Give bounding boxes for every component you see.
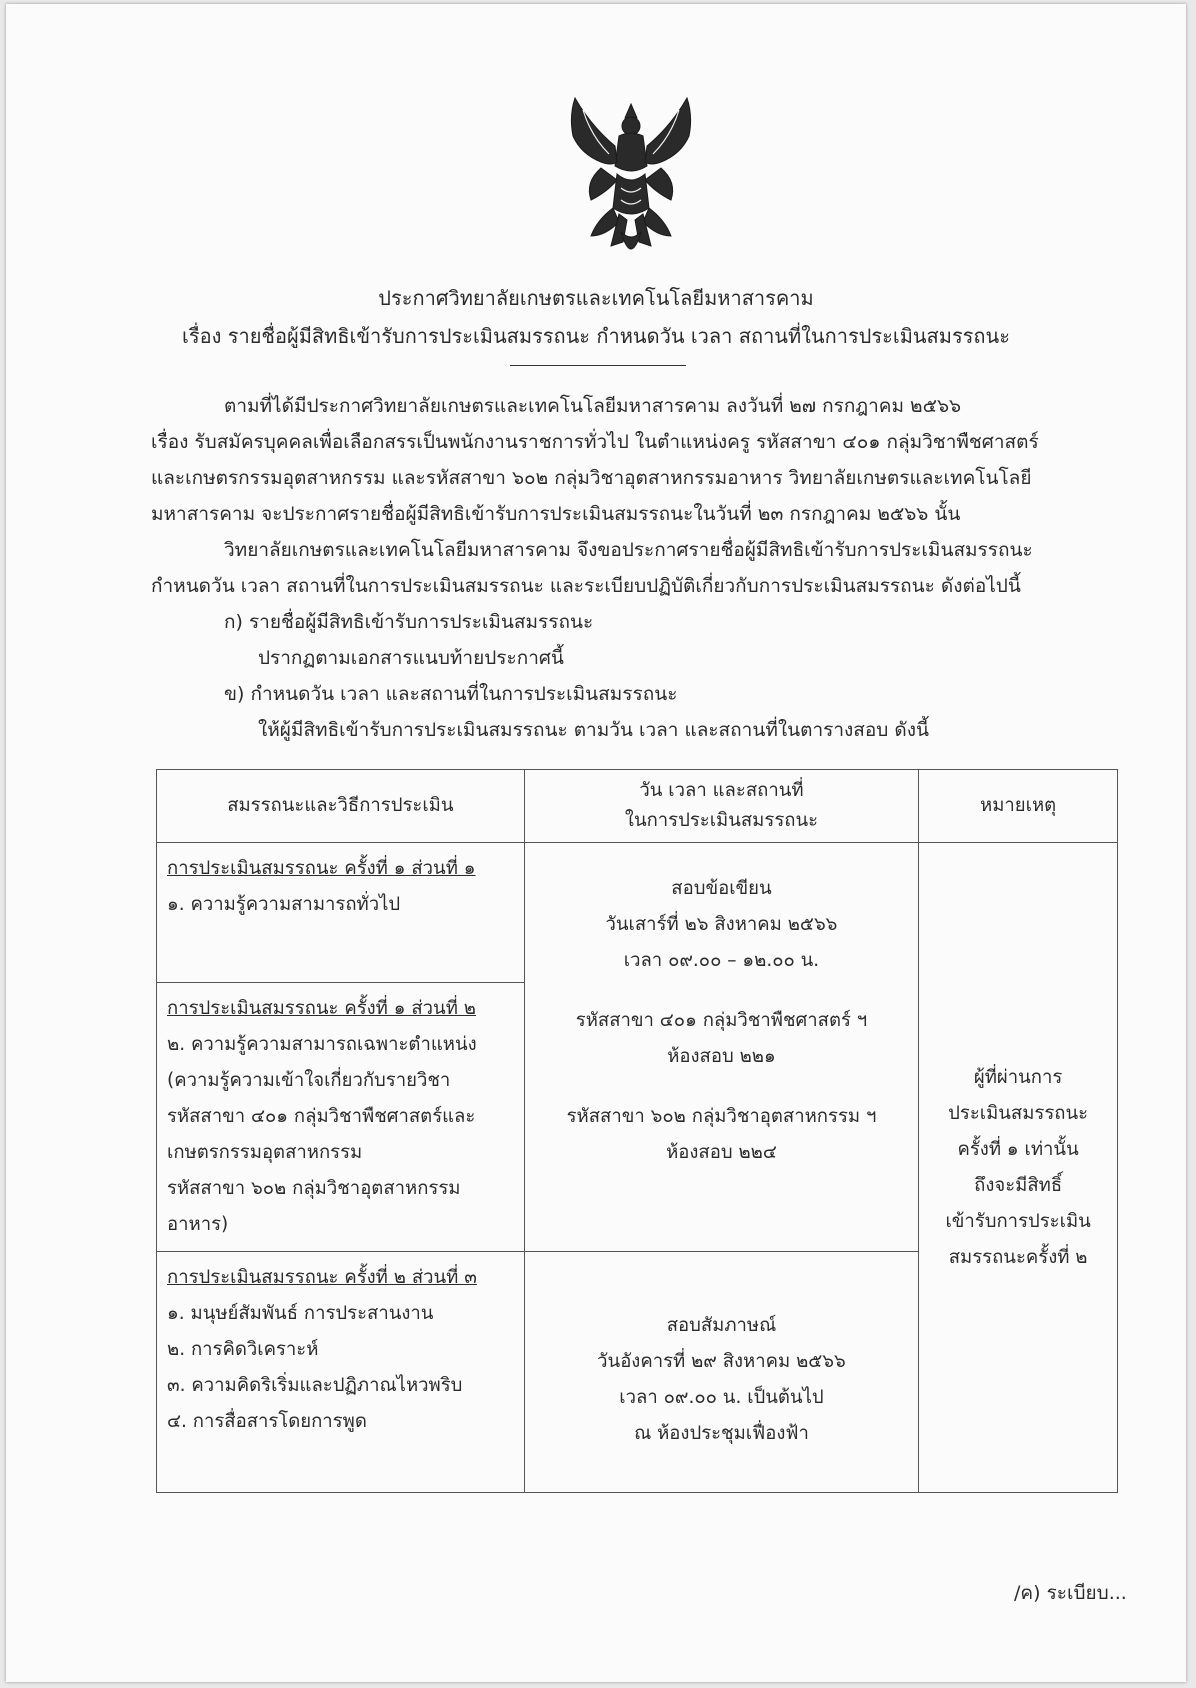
paragraph-1-line-1: ตามที่ได้มีประกาศวิทยาลัยเกษตรและเทคโนโลยีมหาสารคาม ลงวันที่ ๒๗ กรกฎาคม ๒๕๖๖ <box>224 395 962 417</box>
interview-date: วันอังคารที่ ๒๙ สิงหาคม ๒๕๖๖ <box>597 1351 846 1372</box>
written-exam-branch-401: รหัสสาขา ๔๐๑ กลุ่มวิชาพืชศาสตร์ ฯ <box>575 1010 868 1031</box>
part-2-item-5: รหัสสาขา ๖๐๒ กลุ่มวิชาอุตสาหกรรม <box>167 1178 461 1199</box>
part-2-item-1: ๒. ความรู้ความสามารถเฉพาะตำแหน่ง <box>167 1034 477 1055</box>
written-exam-date: วันเสาร์ที่ ๒๖ สิงหาคม ๒๕๖๖ <box>605 914 838 935</box>
interview-label: สอบสัมภาษณ์ <box>666 1315 777 1336</box>
table-header-row <box>157 770 1118 843</box>
item-a-detail: ปรากฏตามเอกสารแนบท้ายประกาศนี้ <box>258 647 564 669</box>
written-exam-room-221: ห้องสอบ ๒๒๑ <box>667 1046 776 1067</box>
part-3-item-1: ๑. มนุษย์สัมพันธ์ การประสานงาน <box>167 1303 434 1324</box>
item-b-detail: ให้ผู้มีสิทธิเข้ารับการประเมินสมรรถนะ ตามวัน เวลา และสถานที่ในตารางสอบ ดังนี้ <box>258 719 929 741</box>
remark-line-2: ประเมินสมรรถนะ <box>948 1102 1089 1124</box>
table-row <box>157 843 1118 983</box>
interview-cell <box>524 1252 919 1493</box>
paragraph-1-line-3: และเกษตรกรรมอุตสาหกรรม และรหัสสาขา ๖๐๒ กลุ่มวิชาอุตสาหกรรมอาหาร วิทยาลัยเกษตรและเทคโนโลยี <box>151 467 1032 489</box>
part-2-item-4: เกษตรกรรมอุตสาหกรรม <box>167 1142 363 1163</box>
part-3-cell <box>157 1252 525 1493</box>
part-3-heading: การประเมินสมรรถนะ ครั้งที่ ๒ ส่วนที่ ๓ <box>167 1267 477 1288</box>
title-divider <box>510 365 686 366</box>
header-competency: สมรรถนะและวิธีการประเมิน <box>157 770 525 843</box>
paragraph-2-line-2: กำหนดวัน เวลา สถานที่ในการประเมินสมรรถนะ และระเบียบปฏิบัติเกี่ยวกับการประเมินสมรรถนะ ดังต่อไปนี้ <box>151 575 1021 597</box>
part-1-cell <box>157 843 525 983</box>
part-3-item-3: ๓. ความคิดริเริ่มและปฏิภาณไหวพริบ <box>167 1375 463 1396</box>
interview-place: ณ ห้องประชุมเฟื่องฟ้า <box>634 1423 809 1444</box>
part-3-item-4: ๔. การสื่อสารโดยการพูด <box>167 1411 367 1432</box>
part-1-heading: การประเมินสมรรถนะ ครั้งที่ ๑ ส่วนที่ ๑ <box>167 858 476 879</box>
part-2-heading: การประเมินสมรรถนะ ครั้งที่ ๑ ส่วนที่ ๒ <box>167 998 476 1019</box>
interview-time: เวลา ๐๙.๐๐ น. เป็นต้นไป <box>619 1387 824 1408</box>
remark-line-3: ครั้งที่ ๑ เท่านั้น <box>957 1138 1079 1160</box>
assessment-schedule-table <box>156 769 1118 1493</box>
document-page <box>6 4 1186 1682</box>
written-exam-time: เวลา ๐๙.๐๐ – ๑๒.๐๐ น. <box>623 950 820 971</box>
written-exam-label: สอบข้อเขียน <box>671 878 772 899</box>
item-b-title: ข) กำหนดวัน เวลา และสถานที่ในการประเมินสมรรถนะ <box>224 683 678 705</box>
remark-cell <box>919 843 1118 1493</box>
announcement-title: ประกาศวิทยาลัยเกษตรและเทคโนโลยีมหาสารคาม <box>378 286 814 310</box>
announcement-subject: เรื่อง รายชื่อผู้มีสิทธิเข้ารับการประเมินสมรรถนะ กำหนดวัน เวลา สถานที่ในการประเมินสมรรถนะ <box>182 324 1010 348</box>
paragraph-1-line-2: เรื่อง รับสมัครบุคคลเพื่อเลือกสรรเป็นพนักงานราชการทั่วไป ในตำแหน่งครู รหัสสาขา ๔๐๑ กลุ่มวิชาพืชศาสตร์ <box>151 431 1039 453</box>
paragraph-1-line-4: มหาสารคาม จะประกาศรายชื่อผู้มีสิทธิเข้ารับการประเมินสมรรถนะในวันที่ ๒๓ กรกฎาคม ๒๕๖๖ นั้น <box>151 503 961 525</box>
header-date-time-place-line-1: วัน เวลา และสถานที่ <box>639 780 804 801</box>
part-1-item-1: ๑. ความรู้ความสามารถทั่วไป <box>167 894 401 915</box>
remark-line-1: ผู้ที่ผ่านการ <box>973 1066 1063 1088</box>
header-date-time-place-line-2: ในการประเมินสมรรถนะ <box>624 810 819 831</box>
written-exam-cell <box>524 843 919 1252</box>
paragraph-2-line-1: วิทยาลัยเกษตรและเทคโนโลยีมหาสารคาม จึงขอประกาศรายชื่อผู้มีสิทธิเข้ารับการประเมินสมรรถนะ <box>224 539 1033 561</box>
header-remark: หมายเหตุ <box>919 770 1118 843</box>
garuda-emblem <box>561 96 701 266</box>
remark-line-5: เข้ารับการประเมิน <box>945 1210 1091 1232</box>
item-a-title: ก) รายชื่อผู้มีสิทธิเข้ารับการประเมินสมรรถนะ <box>224 611 594 633</box>
remark-line-4: ถึงจะมีสิทธิ์ <box>974 1174 1063 1196</box>
remark-line-6: สมรรถนะครั้งที่ ๒ <box>948 1246 1088 1268</box>
written-exam-branch-602: รหัสสาขา ๖๐๒ กลุ่มวิชาอุตสาหกรรม ฯ <box>566 1106 877 1127</box>
part-2-item-3: รหัสสาขา ๔๐๑ กลุ่มวิชาพืชศาสตร์และ <box>167 1106 476 1127</box>
part-2-item-2: (ความรู้ความเข้าใจเกี่ยวกับรายวิชา <box>167 1070 451 1091</box>
part-2-cell <box>157 983 525 1252</box>
part-3-item-2: ๒. การคิดวิเคราะห์ <box>167 1339 319 1360</box>
part-2-item-6: อาหาร) <box>167 1214 229 1235</box>
written-exam-room-224: ห้องสอบ ๒๒๔ <box>666 1142 777 1163</box>
continued-note: /ค) ระเบียบ... <box>1014 1582 1127 1604</box>
header-date-time-place <box>524 770 919 843</box>
